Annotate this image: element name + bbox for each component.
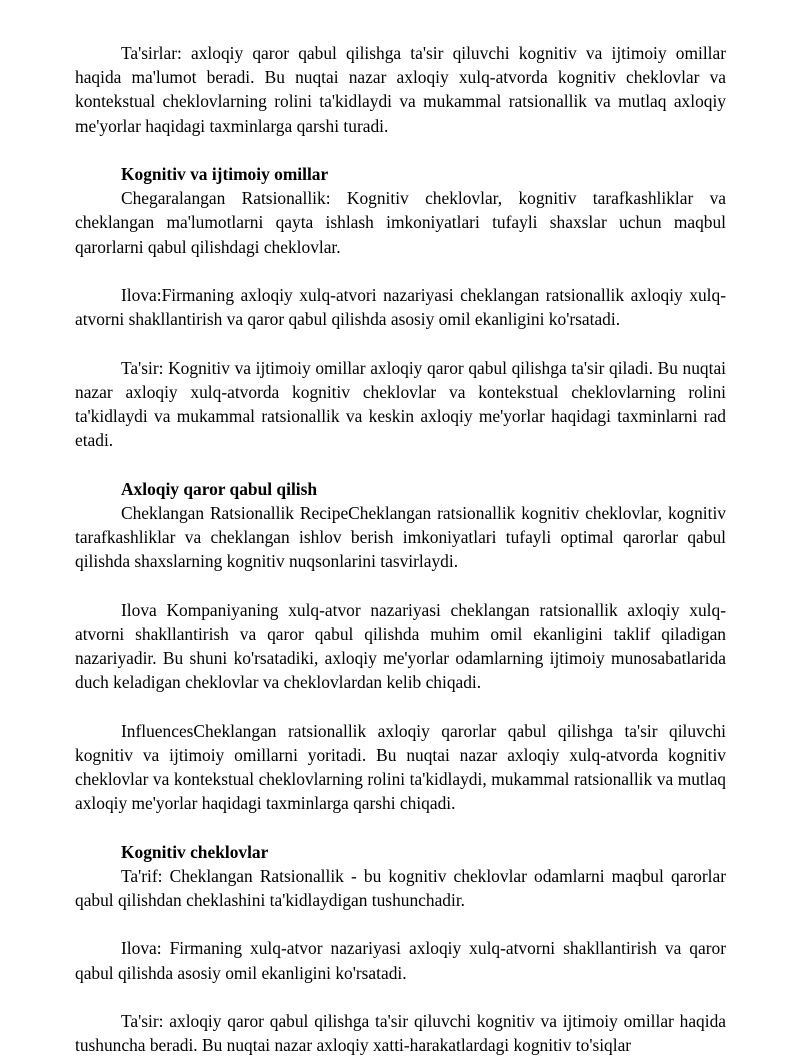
heading-kognitiv-va-ijtimoiy-omillar: Kognitiv va ijtimoiy omillar xyxy=(121,164,329,184)
paragraph-tasir-tushuncha: Ta'sir: axloqiy qaror qabul qilishga ta'sir qiluvchi kognitiv va ijtimoiy omillar haqida tushuncha beradi. Bu nuqtai nazar axloqiy xatti-harakatlardagi kognitiv to'siqlar xyxy=(75,1010,726,1056)
paragraph-tasirlar-intro: Ta'sirlar: axloqiy qaror qabul qilishga ta'sir qiluvchi kognitiv va ijtimoiy omillar haqida ma'lumot beradi. Bu nuqtai nazar axloqiy xulq-atvorda kognitiv cheklovlar va kontekstual cheklovlarning rolini ta'kidlaydi va mukammal ratsionallik va mutlaq axloqiy me'yorlar haqidagi taxminlarga qarshi turadi. xyxy=(75,43,726,136)
heading-axloqiy-qaror-qabul-qilish: Axloqiy qaror qabul qilish xyxy=(121,478,318,499)
paragraph-ilova-kompaniya: Ilova Kompaniyaning xulq-atvor nazariyasi cheklangan ratsionallik axloqiy xulq-atvorni shakllantirish va qaror qabul qilishda muhim omil ekanligini taklif qiladigan nazariyadir. Bu shuni ko'rsatadiki, axloqiy me'yorlar odamlarning ijtimoiy munosabatlarida duch keladigan cheklovlar va cheklovlardan kelib chiqadi. xyxy=(75,599,726,693)
paragraph-ilova-firma: Ilova:Firmaning axloqiy xulq-atvori nazariyasi cheklangan ratsionallik axloqiy xulq-atvorni shakllantirish va qaror qabul qilishda asosiy omil ekanligini ko'rsatadi. xyxy=(75,285,726,330)
paragraph-tasir-omillar: Ta'sir: Kognitiv va ijtimoiy omillar axloqiy qaror qabul qilishga ta'sir qiladi. Bu nuqtai nazar axloqiy xulq-atvorda kognitiv cheklovlar va kontekstual cheklovlarning rolini ta'kidlaydi va mukammal ratsionallik va keskin axloqiy me'yorlar haqidagi taxminlarni rad etadi. xyxy=(75,357,726,451)
paragraph-tarif: Ta'rif: Cheklangan Ratsionallik - bu kognitiv cheklovlar odamlarni maqbul qarorlar qabul qilishdan cheklashini ta'kidlaydigan tushunchadir. xyxy=(75,865,726,910)
document-page xyxy=(75,41,726,1057)
heading-kognitiv-cheklovlar: Kognitiv cheklovlar xyxy=(121,841,269,862)
paragraph-influences: InfluencesCheklangan ratsionallik axloqiy qarorlar qabul qilishga ta'sir qiluvchi kognitiv va ijtimoiy omillarni yoritadi. Bu nuqtai nazar axloqiy xulq-atvorda kognitiv cheklovlar va kontekstual cheklovlarning rolini ta'kidlaydi, mukammal ratsionallik va mutlaq axloqiy me'yorlar haqidagi taxminlarga qarshi chiqadi. xyxy=(75,720,726,814)
paragraph-cheklangan-ratsionallik-recipe: Cheklangan Ratsionallik RecipeCheklangan ratsionallik kognitiv cheklovlar, kognitiv tarafkashliklar va cheklangan ishlov berish imkoniyatlari tufayli optimal qarorlar qabul qilishda shaxslarning kognitiv nuqsonlarini tasvirlaydi. xyxy=(75,502,726,572)
paragraph-ilova-xulq-atvor: Ilova: Firmaning xulq-atvor nazariyasi axloqiy xulq-atvorni shakllantirish va qaror qabul qilishda asosiy omil ekanligini ko'rsatadi. xyxy=(75,938,726,983)
paragraph-chegaralangan-ratsionallik: Chegaralangan Ratsionallik: Kognitiv cheklovlar, kognitiv tarafkashliklar va cheklangan ma'lumotlarni qayta ishlash imkoniyatlari tufayli shaxslar uchun maqbul qarorlarni qabul qilishdagi cheklovlar. xyxy=(75,188,726,257)
